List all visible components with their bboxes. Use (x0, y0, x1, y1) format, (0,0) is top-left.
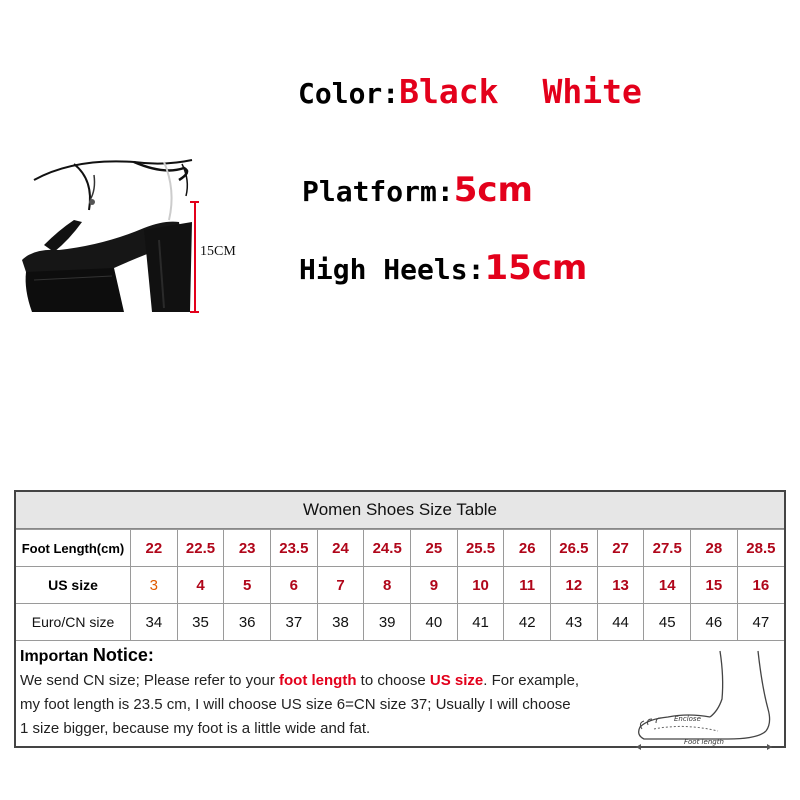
table-cell: 23 (224, 530, 271, 567)
table-cell: 37 (271, 604, 318, 641)
platform-spec (302, 170, 533, 210)
table-cell: 38 (317, 604, 364, 641)
table-cell: 35 (177, 604, 224, 641)
table-cell: 36 (224, 604, 271, 641)
table-cell: 12 (551, 567, 598, 604)
platform-value: 5cm (453, 170, 533, 210)
us-size-highlight: US size (429, 672, 484, 689)
table-cell: 8 (364, 567, 411, 604)
row-label: Foot Length(cm) (16, 530, 131, 567)
size-table (14, 490, 786, 748)
notice-text-part: . For example, (483, 672, 580, 689)
table-cell: 16 (737, 567, 784, 604)
table-cell: 10 (457, 567, 504, 604)
table-cell: 14 (644, 567, 691, 604)
table-cell: 25 (411, 530, 458, 567)
table-cell: 4 (177, 567, 224, 604)
color-label: Color: (298, 77, 400, 110)
notice-text-part: We send CN size; Please refer to your (20, 672, 279, 689)
table-cell: 43 (551, 604, 598, 641)
table-cell: 24 (317, 530, 364, 567)
heels-label: High Heels: (299, 253, 485, 286)
table-row-us-size (16, 567, 784, 604)
table-cell: 26.5 (551, 530, 598, 567)
foot-length-highlight: foot length (279, 672, 357, 689)
notice-text-part: to choose (356, 672, 430, 689)
heels-spec (299, 248, 587, 288)
table-cell: 28.5 (737, 530, 784, 567)
table-cell: 41 (457, 604, 504, 641)
notice-title-a: Importan (20, 648, 93, 665)
table-cell: 27.5 (644, 530, 691, 567)
table-cell: 6 (271, 567, 318, 604)
table-cell: 45 (644, 604, 691, 641)
table-cell: 26 (504, 530, 551, 567)
table-cell: 47 (737, 604, 784, 641)
color-spec (298, 72, 642, 111)
size-grid (16, 529, 784, 641)
size-table-title: Women Shoes Size Table (16, 492, 784, 529)
table-cell: 22 (131, 530, 178, 567)
platform-label: Platform: (302, 175, 454, 208)
heels-value: 15cm (484, 248, 588, 288)
heel-height-marker: 15CM (200, 244, 236, 259)
shoe-image (14, 150, 199, 320)
notice-title-b: Notice: (92, 645, 154, 665)
table-cell: 5 (224, 567, 271, 604)
notice-title (20, 645, 154, 666)
table-cell: 42 (504, 604, 551, 641)
table-cell: 7 (317, 567, 364, 604)
table-cell: 11 (504, 567, 551, 604)
table-cell: 23.5 (271, 530, 318, 567)
notice-line-2: my foot length is 23.5 cm, I will choose US size 6=CN size 37; Usually I will choose (20, 696, 571, 713)
table-cell: 13 (597, 567, 644, 604)
table-cell: 46 (691, 604, 738, 641)
table-cell: 3 (131, 567, 178, 604)
table-cell: 9 (411, 567, 458, 604)
row-label: US size (16, 567, 131, 604)
table-cell: 24.5 (364, 530, 411, 567)
table-cell: 44 (597, 604, 644, 641)
notice-text (20, 669, 626, 741)
foot-length-label: Foot length (684, 738, 724, 746)
table-cell: 34 (131, 604, 178, 641)
table-cell: 27 (597, 530, 644, 567)
notice-box (16, 641, 784, 759)
table-row-foot-length (16, 530, 784, 567)
table-cell: 39 (364, 604, 411, 641)
color-white: White (542, 72, 642, 111)
enclose-label: Enclose (674, 715, 701, 723)
table-cell: 22.5 (177, 530, 224, 567)
row-label: Euro/CN size (16, 604, 131, 641)
foot-measure-diagram (628, 647, 780, 755)
table-cell: 28 (691, 530, 738, 567)
table-cell: 25.5 (457, 530, 504, 567)
table-cell: 15 (691, 567, 738, 604)
table-row-euro-size (16, 604, 784, 641)
notice-line-3: 1 size bigger, because my foot is a little wide and fat. (20, 720, 371, 737)
table-cell: 40 (411, 604, 458, 641)
color-black: Black (399, 72, 499, 111)
